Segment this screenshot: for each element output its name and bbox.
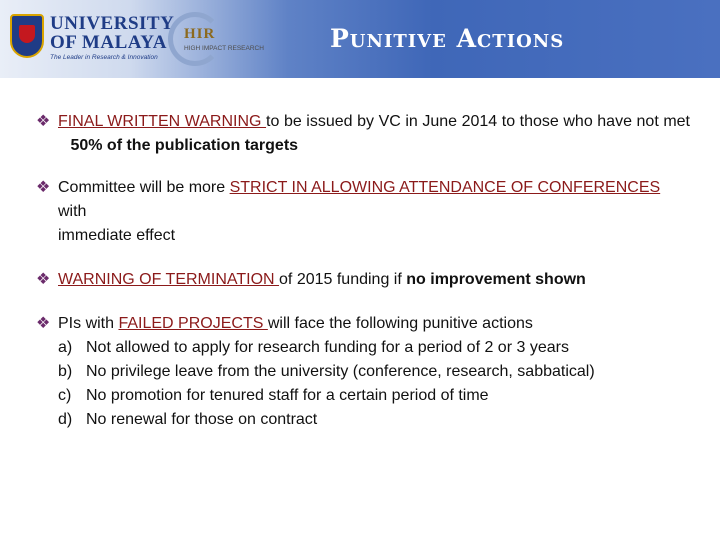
bullet-final-warning — [36, 110, 690, 158]
university-crest-icon — [10, 14, 44, 58]
diamond-bullet-icon: ❖ — [36, 271, 51, 288]
list-item — [58, 408, 690, 432]
diamond-bullet-icon: ❖ — [36, 315, 51, 332]
university-tagline: The Leader in Research & Innovation — [50, 54, 158, 61]
committee-text: Committee will be more — [58, 179, 230, 196]
bullet-list — [36, 110, 690, 432]
punitive-actions-list — [58, 336, 690, 432]
list-item-text: Not allowed to apply for research funding for a period of 2 or 3 years — [86, 339, 569, 356]
warning-of-termination-label: WARNING OF TERMINATION — [58, 271, 280, 288]
list-item-text: No privilege leave from the university (conference, research, sabbatical) — [86, 363, 595, 380]
bullet-failed-projects — [36, 312, 690, 432]
page-title: Punitive Actions — [330, 24, 565, 53]
list-item — [58, 360, 690, 384]
no-improvement-text: no improvement shown — [406, 271, 586, 288]
bullet-conference-attendance — [36, 176, 690, 248]
publication-target-text: 50% of the publication targets — [70, 137, 299, 154]
list-item-marker: b) — [58, 363, 73, 380]
header-banner — [0, 0, 720, 78]
list-item-text: No promotion for tenured staff for a certain period of time — [86, 387, 489, 404]
hir-logo-subtitle: HIGH IMPACT RESEARCH — [184, 45, 264, 52]
hir-logo-text: HIR — [184, 26, 216, 42]
final-warning-text: to be issued by VC in June 2014 to those who have not met — [266, 113, 690, 130]
strict-attendance-label: STRICT IN ALLOWING ATTENDANCE OF CONFERENCES — [229, 179, 661, 196]
university-name-line1: UNIVERSITY — [50, 13, 175, 34]
with-text: with — [58, 203, 87, 220]
punitive-actions-text: will face the following punitive actions — [267, 315, 533, 332]
immediate-effect-text: immediate effect — [58, 227, 176, 244]
list-item-marker: a) — [58, 339, 73, 356]
diamond-bullet-icon: ❖ — [36, 179, 51, 196]
pis-with-text: PIs with — [58, 315, 119, 332]
university-name-line2: OF MALAYA — [50, 32, 167, 53]
termination-text: of 2015 funding if — [279, 271, 407, 288]
list-item-text: No renewal for those on contract — [86, 411, 318, 428]
bullet-termination-warning — [36, 268, 690, 292]
list-item-marker: c) — [58, 387, 72, 404]
crest-shield-icon — [19, 25, 35, 43]
final-written-warning-label: FINAL WRITTEN WARNING — [58, 113, 267, 130]
failed-projects-label: FAILED PROJECTS — [118, 315, 268, 332]
diamond-bullet-icon: ❖ — [36, 113, 51, 130]
list-item — [58, 384, 690, 408]
list-item — [58, 336, 690, 360]
list-item-marker: d) — [58, 411, 73, 428]
